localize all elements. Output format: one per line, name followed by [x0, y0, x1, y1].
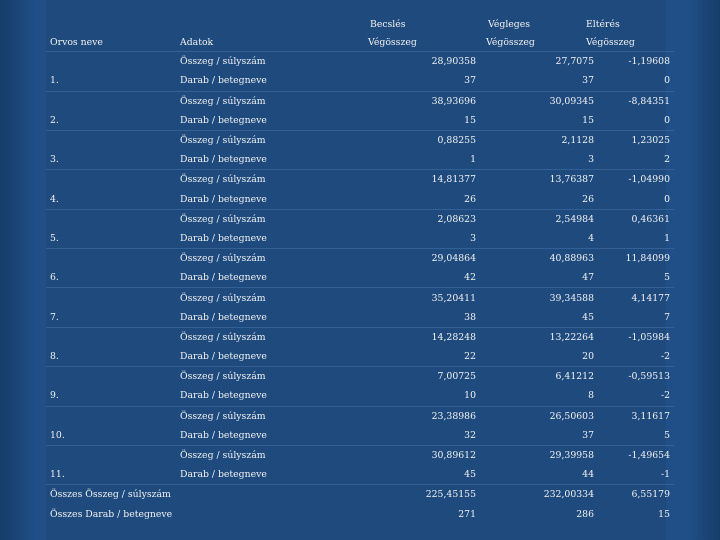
column-header-final-total: Végösszeg [486, 36, 535, 48]
estimate-value-cell: 42 [464, 272, 476, 284]
table-row [46, 209, 674, 229]
data-label-cell: Darab / betegneve [180, 390, 267, 402]
estimate-value-cell: 26 [464, 193, 476, 205]
estimate-value-cell: 30,89612 [376, 445, 476, 465]
doctor-cell: 8. [50, 351, 59, 363]
doctor-cell [46, 91, 180, 111]
data-label-cell: Összeg / súlyszám [180, 288, 376, 308]
estimate-value-cell: 0,88255 [376, 130, 476, 150]
table-row [46, 268, 674, 288]
final-value-cell: 39,34588 [476, 288, 594, 308]
final-value-cell: 37 [582, 75, 594, 87]
data-label-cell: Darab / betegneve [180, 154, 267, 166]
difference-value-cell: -1,19608 [594, 52, 674, 72]
doctor-cell: 4. [50, 193, 59, 205]
estimate-value-cell: 37 [464, 75, 476, 87]
difference-value-cell: 1 [664, 232, 670, 244]
difference-value-cell: -2 [660, 390, 670, 402]
estimate-value-cell: 14,81377 [376, 170, 476, 190]
data-label-cell: Darab / betegneve [180, 114, 267, 126]
final-value-cell: 30,09345 [476, 91, 594, 111]
table-row [46, 52, 674, 72]
group-header-estimate: Becslés [370, 19, 406, 31]
total-difference-cell: 15 [658, 508, 670, 520]
difference-value-cell: 5 [664, 429, 670, 441]
estimate-value-cell: 7,00725 [376, 367, 476, 387]
difference-value-cell: 3,11617 [594, 406, 674, 426]
column-header-estimate-total: Végösszeg [368, 36, 417, 48]
final-value-cell: 26 [582, 193, 594, 205]
difference-value-cell: 1,23025 [594, 130, 674, 150]
data-label-cell: Összeg / súlyszám [180, 327, 376, 347]
table-row [46, 347, 674, 367]
final-value-cell: 45 [582, 311, 594, 323]
estimate-value-cell: 1 [470, 154, 476, 166]
difference-value-cell: 7 [664, 311, 670, 323]
difference-value-cell: 2 [664, 154, 670, 166]
table-row [46, 386, 674, 406]
final-value-cell: 44 [582, 469, 594, 481]
table-row [46, 170, 674, 190]
data-label-cell: Összeg / súlyszám [180, 406, 376, 426]
data-label-cell: Darab / betegneve [180, 429, 267, 441]
pivot-table [46, 16, 674, 524]
table-row [46, 111, 674, 131]
right-edge-band [690, 0, 720, 540]
final-value-cell: 27,7075 [476, 52, 594, 72]
doctor-cell: 2. [50, 114, 59, 126]
final-value-cell: 40,88963 [476, 249, 594, 269]
estimate-value-cell: 35,20411 [376, 288, 476, 308]
estimate-value-cell: 10 [464, 390, 476, 402]
left-edge-band [0, 0, 36, 540]
doctor-cell [46, 367, 180, 387]
final-value-cell: 37 [582, 429, 594, 441]
table-row [46, 288, 674, 308]
final-value-cell: 26,50603 [476, 406, 594, 426]
difference-value-cell: 11,84099 [594, 249, 674, 269]
estimate-value-cell: 22 [464, 351, 476, 363]
group-header-difference: Eltérés [586, 19, 620, 31]
total-final-cell: 232,00334 [476, 485, 594, 505]
estimate-value-cell: 2,08623 [376, 209, 476, 229]
header-row-groups [46, 16, 674, 34]
final-value-cell: 29,39958 [476, 445, 594, 465]
final-value-cell: 13,22264 [476, 327, 594, 347]
difference-value-cell: 0 [664, 193, 670, 205]
data-label-cell: Összeg / súlyszám [180, 91, 376, 111]
data-label-cell: Összeg / súlyszám [180, 209, 376, 229]
total-label-cell: Összes Darab / betegneve [50, 508, 173, 520]
difference-value-cell: -2 [660, 351, 670, 363]
column-header-doctor: Orvos neve [50, 36, 103, 48]
estimate-value-cell: 28,90358 [376, 52, 476, 72]
doctor-cell: 10. [50, 429, 65, 441]
doctor-cell [46, 445, 180, 465]
doctor-cell: 9. [50, 390, 59, 402]
total-estimate-cell: 271 [458, 508, 476, 520]
final-value-cell: 4 [588, 232, 594, 244]
doctor-cell: 5. [50, 232, 59, 244]
doctor-cell [46, 288, 180, 308]
table-row [46, 71, 674, 91]
estimate-value-cell: 32 [464, 429, 476, 441]
table-row [46, 308, 674, 328]
doctor-cell [46, 52, 180, 72]
table-row [46, 190, 674, 210]
header-row-columns [46, 34, 674, 52]
doctor-cell [46, 327, 180, 347]
data-label-cell: Összeg / súlyszám [180, 170, 376, 190]
doctor-cell: 6. [50, 272, 59, 284]
doctor-cell [46, 406, 180, 426]
data-label-cell: Darab / betegneve [180, 193, 267, 205]
difference-value-cell: -1,05984 [594, 327, 674, 347]
estimate-value-cell: 23,38986 [376, 406, 476, 426]
data-label-cell: Darab / betegneve [180, 469, 267, 481]
estimate-value-cell: 29,04864 [376, 249, 476, 269]
final-value-cell: 2,1128 [476, 130, 594, 150]
data-label-cell: Összeg / súlyszám [180, 249, 376, 269]
total-difference-cell: 6,55179 [594, 485, 674, 505]
table-row [46, 465, 674, 485]
estimate-value-cell: 3 [470, 232, 476, 244]
total-label-cell: Összes Összeg / súlyszám [46, 485, 376, 505]
data-label-cell: Összeg / súlyszám [180, 445, 376, 465]
table-row [46, 327, 674, 347]
table-row [46, 426, 674, 446]
estimate-value-cell: 38 [464, 311, 476, 323]
group-header-final: Végleges [488, 19, 531, 31]
final-value-cell: 13,76387 [476, 170, 594, 190]
table-row [46, 229, 674, 249]
column-header-difference-total: Végösszeg [586, 36, 635, 48]
doctor-cell [46, 170, 180, 190]
difference-value-cell: 0 [664, 114, 670, 126]
column-header-data: Adatok [180, 36, 214, 48]
data-label-cell: Összeg / súlyszám [180, 367, 376, 387]
difference-value-cell: -8,84351 [594, 91, 674, 111]
estimate-value-cell: 15 [464, 114, 476, 126]
difference-value-cell: -1,04990 [594, 170, 674, 190]
table-row [46, 130, 674, 150]
data-label-cell: Darab / betegneve [180, 272, 267, 284]
data-label-cell: Darab / betegneve [180, 232, 267, 244]
final-value-cell: 20 [582, 351, 594, 363]
data-label-cell: Darab / betegneve [180, 311, 267, 323]
doctor-cell: 1. [50, 75, 59, 87]
estimate-value-cell: 45 [464, 469, 476, 481]
total-row [46, 505, 674, 524]
doctor-cell [46, 209, 180, 229]
doctor-cell: 3. [50, 154, 59, 166]
total-estimate-cell: 225,45155 [376, 485, 476, 505]
final-value-cell: 47 [582, 272, 594, 284]
table-row [46, 91, 674, 111]
doctor-cell: 7. [50, 311, 59, 323]
data-label-cell: Összeg / súlyszám [180, 130, 376, 150]
data-label-cell: Darab / betegneve [180, 75, 267, 87]
doctor-cell: 11. [50, 469, 65, 481]
final-value-cell: 2,54984 [476, 209, 594, 229]
difference-value-cell: 5 [664, 272, 670, 284]
table-row [46, 150, 674, 170]
final-value-cell: 3 [588, 154, 594, 166]
difference-value-cell: -1,49654 [594, 445, 674, 465]
difference-value-cell: 0 [664, 75, 670, 87]
table-row [46, 367, 674, 387]
estimate-value-cell: 14,28248 [376, 327, 476, 347]
table-row [46, 249, 674, 269]
final-value-cell: 6,41212 [476, 367, 594, 387]
doctor-cell [46, 130, 180, 150]
difference-value-cell: -0,59513 [594, 367, 674, 387]
table-row [46, 445, 674, 465]
final-value-cell: 8 [588, 390, 594, 402]
difference-value-cell: -1 [660, 469, 670, 481]
data-label-cell: Darab / betegneve [180, 351, 267, 363]
difference-value-cell: 4,14177 [594, 288, 674, 308]
total-row [46, 485, 674, 505]
difference-value-cell: 0,46361 [594, 209, 674, 229]
table-row [46, 406, 674, 426]
total-final-cell: 286 [576, 508, 594, 520]
doctor-cell [46, 249, 180, 269]
estimate-value-cell: 38,93696 [376, 91, 476, 111]
final-value-cell: 15 [582, 114, 594, 126]
data-label-cell: Összeg / súlyszám [180, 52, 376, 72]
